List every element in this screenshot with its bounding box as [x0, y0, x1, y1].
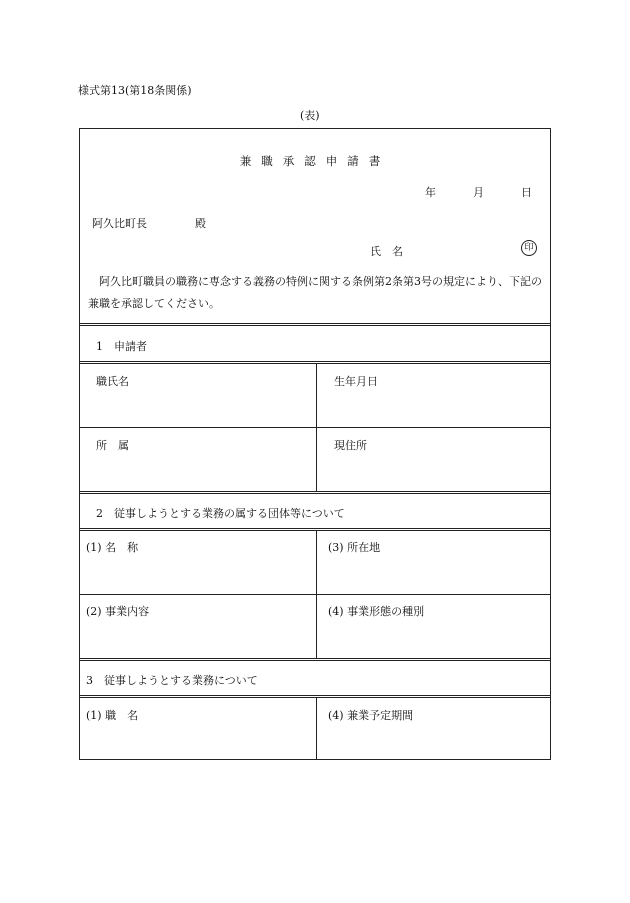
applicant-name-label: 氏 名	[370, 245, 403, 258]
org-location-field: (3) 所在地	[328, 541, 381, 554]
period-field: (4) 兼業予定期間	[328, 709, 414, 722]
date-month: 月	[473, 186, 484, 199]
addressee: 阿久比町長	[92, 217, 147, 230]
affiliation-field: 所 属	[96, 439, 129, 452]
date-day: 日	[521, 186, 532, 199]
divider	[80, 594, 550, 595]
section1-heading: 1 申請者	[96, 340, 147, 353]
divider	[80, 427, 550, 428]
section2-heading: 2 従事しようとする業務の属する団体等について	[96, 507, 345, 520]
seal-mark: 印	[521, 240, 537, 256]
section3-heading: 3 従事しようとする業務について	[86, 674, 258, 687]
addressee-row	[92, 215, 206, 231]
position-field: (1) 職 名	[86, 709, 139, 722]
date-row	[425, 184, 532, 200]
divider	[80, 658, 550, 661]
application-form	[79, 128, 551, 760]
honorific: 殿	[195, 217, 206, 230]
divider	[80, 695, 550, 698]
divider	[80, 323, 550, 326]
column-divider	[316, 698, 317, 760]
date-year: 年	[425, 186, 436, 199]
request-text: 阿久比町職員の職務に専念する義務の特例に関する条例第2条第3号の規定により、下記の兼職を承認してください。	[88, 275, 542, 310]
org-name-field: (1) 名 称	[86, 541, 139, 554]
form-title: 兼職承認申請書	[239, 154, 391, 168]
org-business-type-field: (4) 事業形態の種別	[328, 605, 425, 618]
org-business-field: (2) 事業内容	[86, 605, 150, 618]
address-field: 現住所	[334, 439, 367, 452]
divider	[80, 361, 550, 364]
divider	[80, 491, 550, 494]
form-number-label: 様式第13(第18条関係)	[78, 84, 192, 97]
birth-date-field: 生年月日	[334, 375, 378, 388]
divider	[80, 528, 550, 531]
job-name-field: 職氏名	[96, 375, 129, 388]
front-side-label: (表)	[300, 109, 320, 122]
